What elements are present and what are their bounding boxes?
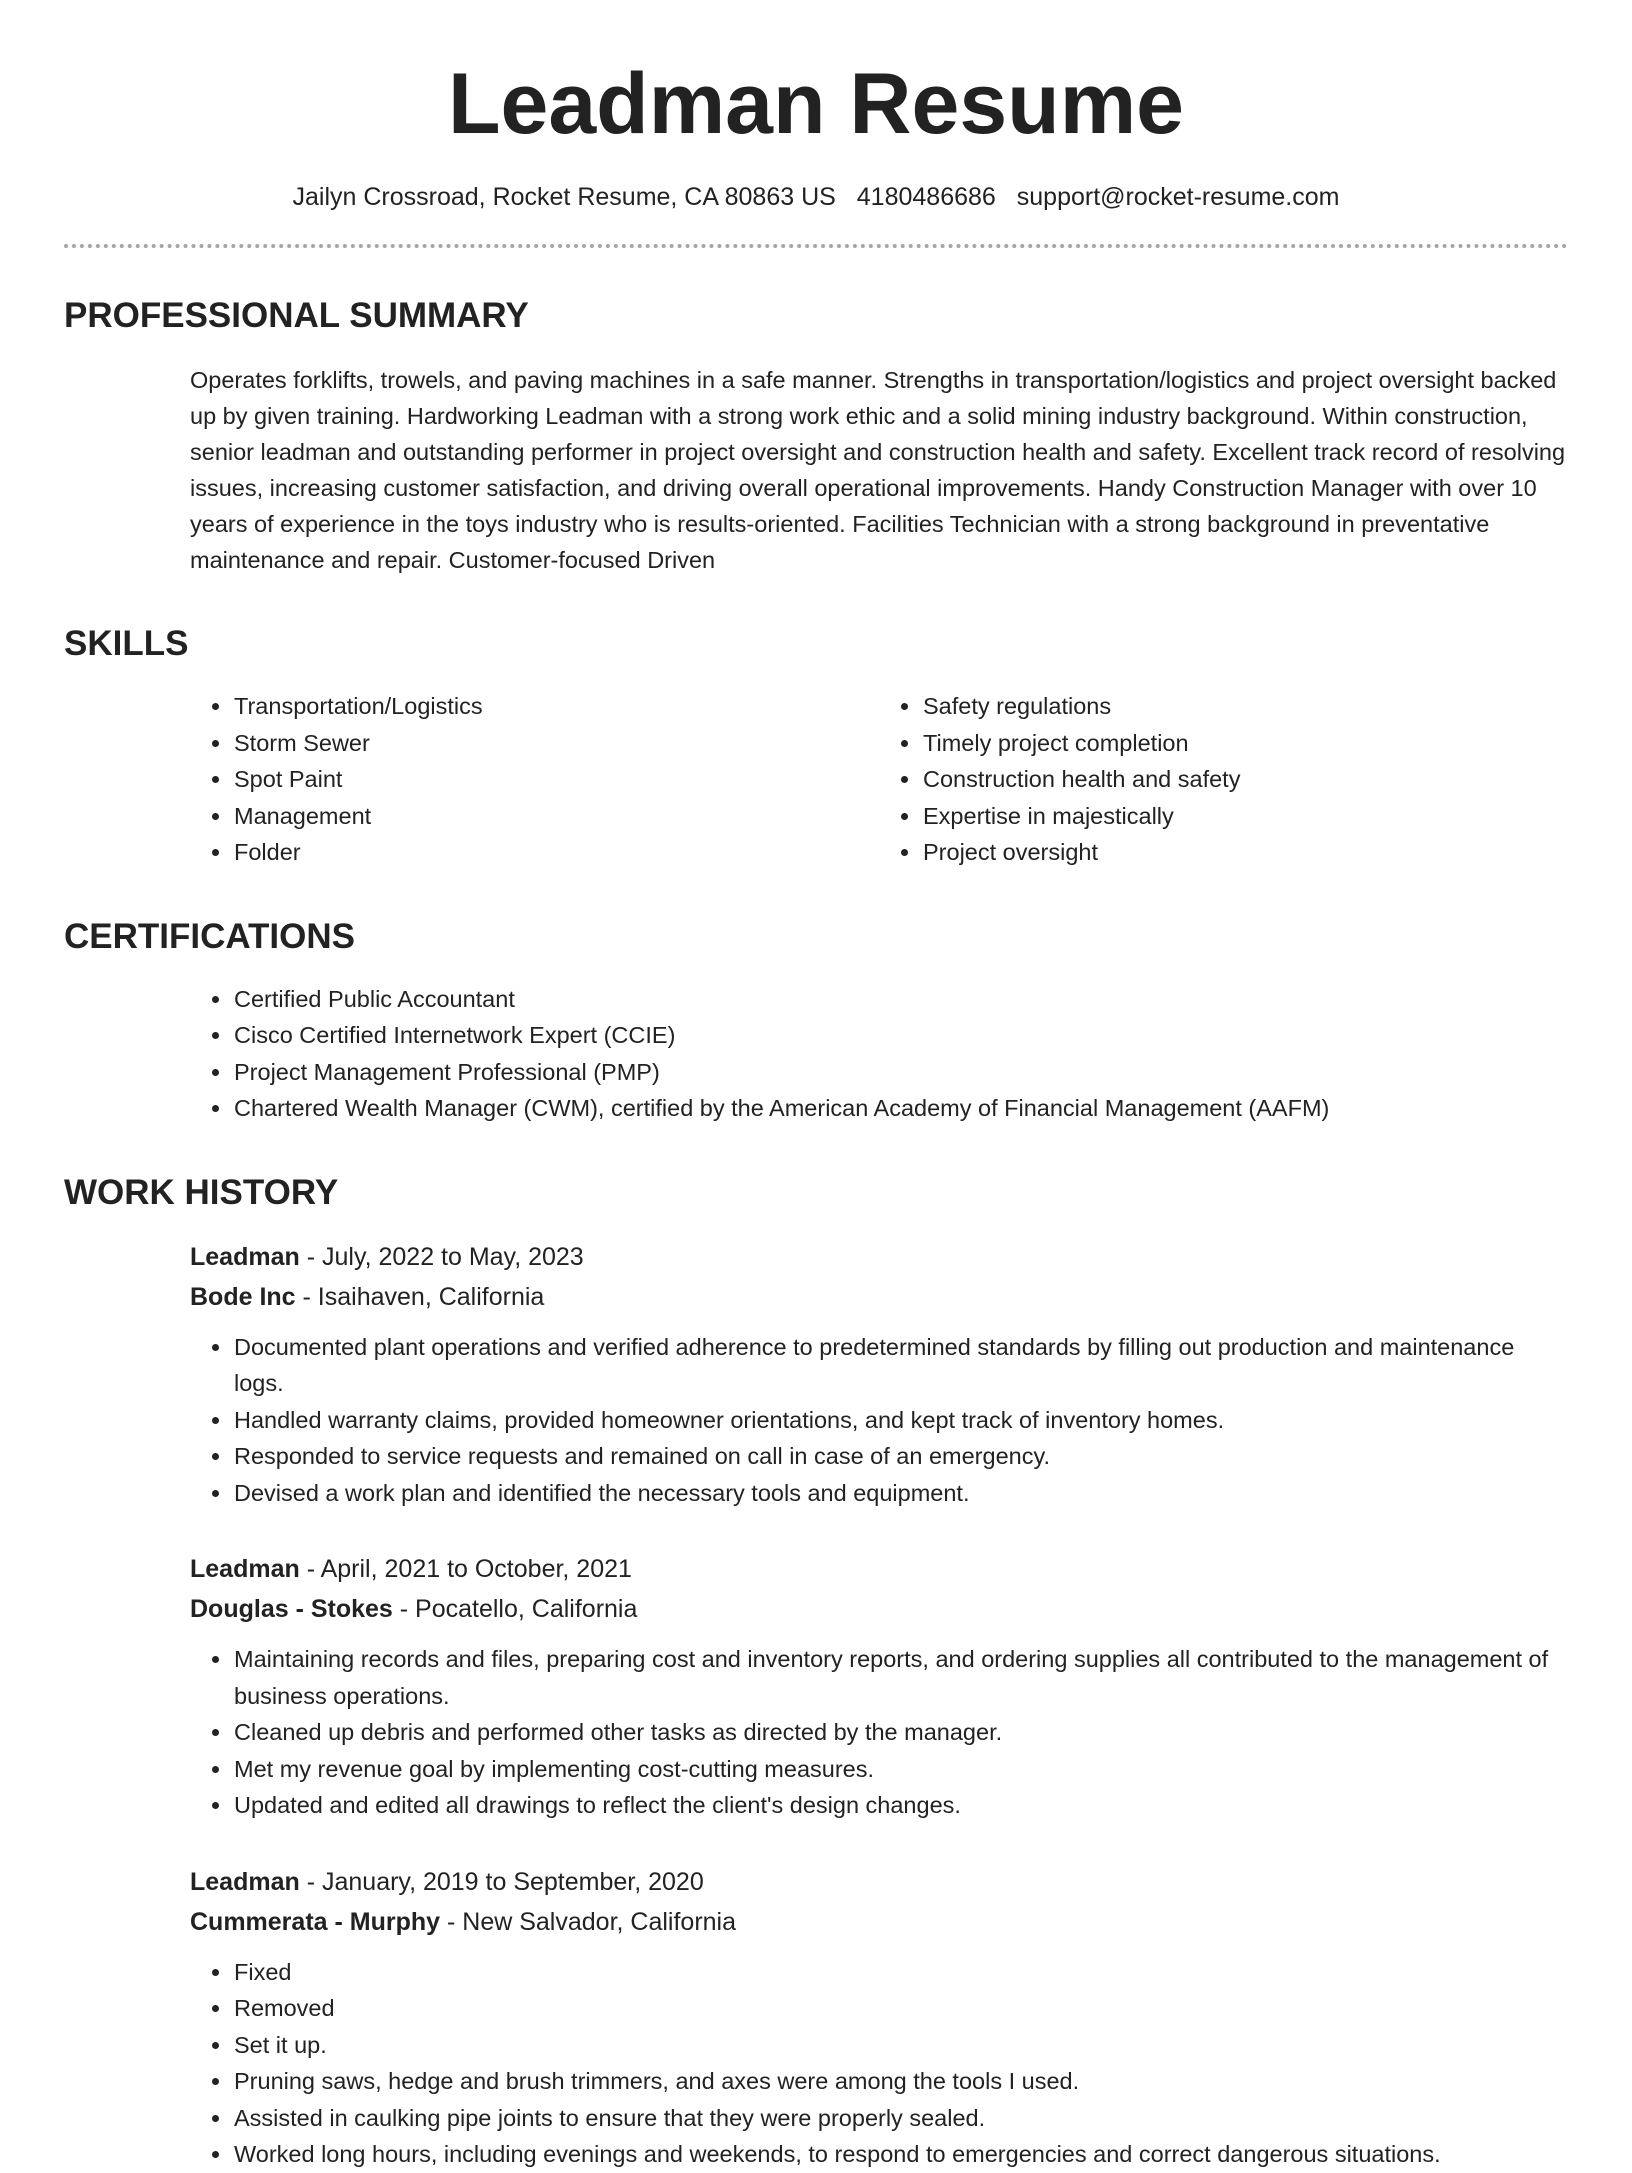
job-duty: • Removed <box>233 1990 1568 2027</box>
job-company-line <box>190 1277 1568 1317</box>
skill-item: • Construction health and safety <box>922 761 1568 798</box>
job-duty: • Pruning saws, hedge and brush trimmers, and axes were among the tools I used. <box>233 2063 1568 2100</box>
certification-item: • Chartered Wealth Manager (CWM), certified by the American Academy of Financial Management (AAFM) <box>233 1090 1568 1127</box>
skill-item: • Spot Paint <box>233 761 879 798</box>
skill-item: • Folder <box>233 834 879 871</box>
job-company-line <box>190 1902 1568 1942</box>
summary-text: Operates forklifts, trowels, and paving machines in a safe manner. Strengths in transportation/logistics and project oversight backed up by given training. Hardworking Leadman with a strong work ethic and a solid mining industry background. Within construction, senior leadman and outstanding performer in project oversight and construction health and safety. Excellent track record of resolving issues, increasing customer satisfaction, and driving overall operational improvements. Handy Construction Manager with over 10 years of experience in the toys industry who is results-oriented. Facilities Technician with a strong background in preventative maintenance and repair. Customer-focused Driven <box>190 367 1566 573</box>
job-duty: • Cleaned up debris and performed other tasks as directed by the manager. <box>233 1714 1568 1751</box>
job-role: Leadman <box>190 1867 300 1896</box>
job-title-line <box>190 1237 1568 1277</box>
job-duties <box>190 1641 1568 1824</box>
skill-item: • Transportation/Logistics <box>233 688 879 725</box>
job-entry <box>190 1237 1568 1512</box>
job-duty: • Worked long hours, including evenings and weekends, to respond to emergencies and correct dangerous situations. <box>233 2136 1568 2173</box>
job-duty: • Documented plant operations and verified adherence to predetermined standards by filling out production and maintenance logs. <box>233 1329 1568 1402</box>
skills-column-left <box>190 688 879 871</box>
contact-email: support@rocket-resume.com <box>1016 183 1340 211</box>
job-company-line <box>190 1589 1568 1629</box>
job-company: Cummerata - Murphy <box>190 1907 441 1936</box>
skills-list <box>190 688 1568 871</box>
contact-line <box>64 180 1568 214</box>
job-company: Bode Inc <box>190 1282 296 1311</box>
skill-item: • Project oversight <box>922 834 1568 871</box>
work-history-heading: WORK HISTORY <box>64 1172 339 1212</box>
skills-heading: SKILLS <box>64 624 189 663</box>
job-entry <box>190 1862 1568 2173</box>
resume-title: Leadman Resume <box>447 56 1185 152</box>
job-duties <box>190 1954 1568 2173</box>
job-location: - New Salvador, California <box>440 1907 737 1936</box>
job-duty: • Handled warranty claims, provided homeowner orientations, and kept track of inventory homes. <box>233 1402 1568 1439</box>
summary-heading: PROFESSIONAL SUMMARY <box>64 296 529 335</box>
contact-address: Jailyn Crossroad, Rocket Resume, CA 80863 US <box>292 183 836 211</box>
job-company: Douglas - Stokes <box>190 1595 393 1623</box>
certifications-list <box>190 981 1568 1127</box>
job-title-line <box>190 1549 1568 1589</box>
job-duty: • Set it up. <box>233 2027 1568 2064</box>
job-entry <box>190 1549 1568 1824</box>
skill-item: • Management <box>233 798 879 835</box>
contact-phone: 4180486686 <box>856 183 996 211</box>
job-duty: • Assisted in caulking pipe joints to ensure that they were properly sealed. <box>233 2100 1568 2137</box>
job-duty: • Fixed <box>233 1954 1568 1991</box>
certification-item: • Certified Public Accountant <box>233 981 1568 1018</box>
job-dates: - January, 2019 to September, 2020 <box>299 1867 704 1896</box>
job-duty: • Devised a work plan and identified the necessary tools and equipment. <box>233 1475 1568 1512</box>
skill-item: • Safety regulations <box>922 688 1568 725</box>
skill-item: • Storm Sewer <box>233 725 879 762</box>
job-location: - Isaihaven, California <box>295 1282 545 1311</box>
skill-item: • Expertise in majestically <box>922 798 1568 835</box>
job-title-line <box>190 1862 1568 1902</box>
job-duty: • Maintaining records and files, preparing cost and inventory reports, and ordering supplies all contributed to the management of business operations. <box>233 1641 1568 1714</box>
skill-item: • Timely project completion <box>922 725 1568 762</box>
job-duties <box>190 1329 1568 1512</box>
skills-column-right <box>879 688 1568 871</box>
job-role: Leadman <box>190 1555 300 1583</box>
job-dates: - April, 2021 to October, 2021 <box>299 1555 632 1583</box>
certification-item: • Project Management Professional (PMP) <box>233 1054 1568 1091</box>
header-divider <box>64 244 1568 248</box>
job-duty: • Responded to service requests and remained on call in case of an emergency. <box>233 1438 1568 1475</box>
certifications-heading: CERTIFICATIONS <box>64 916 356 956</box>
certification-item: • Cisco Certified Internetwork Expert (CCIE) <box>233 1017 1568 1054</box>
job-role: Leadman <box>190 1242 300 1271</box>
job-duty: • Updated and edited all drawings to reflect the client's design changes. <box>233 1787 1568 1824</box>
job-location: - Pocatello, California <box>392 1595 638 1623</box>
job-dates: - July, 2022 to May, 2023 <box>299 1242 584 1271</box>
job-duty: • Met my revenue goal by implementing cost-cutting measures. <box>233 1751 1568 1788</box>
